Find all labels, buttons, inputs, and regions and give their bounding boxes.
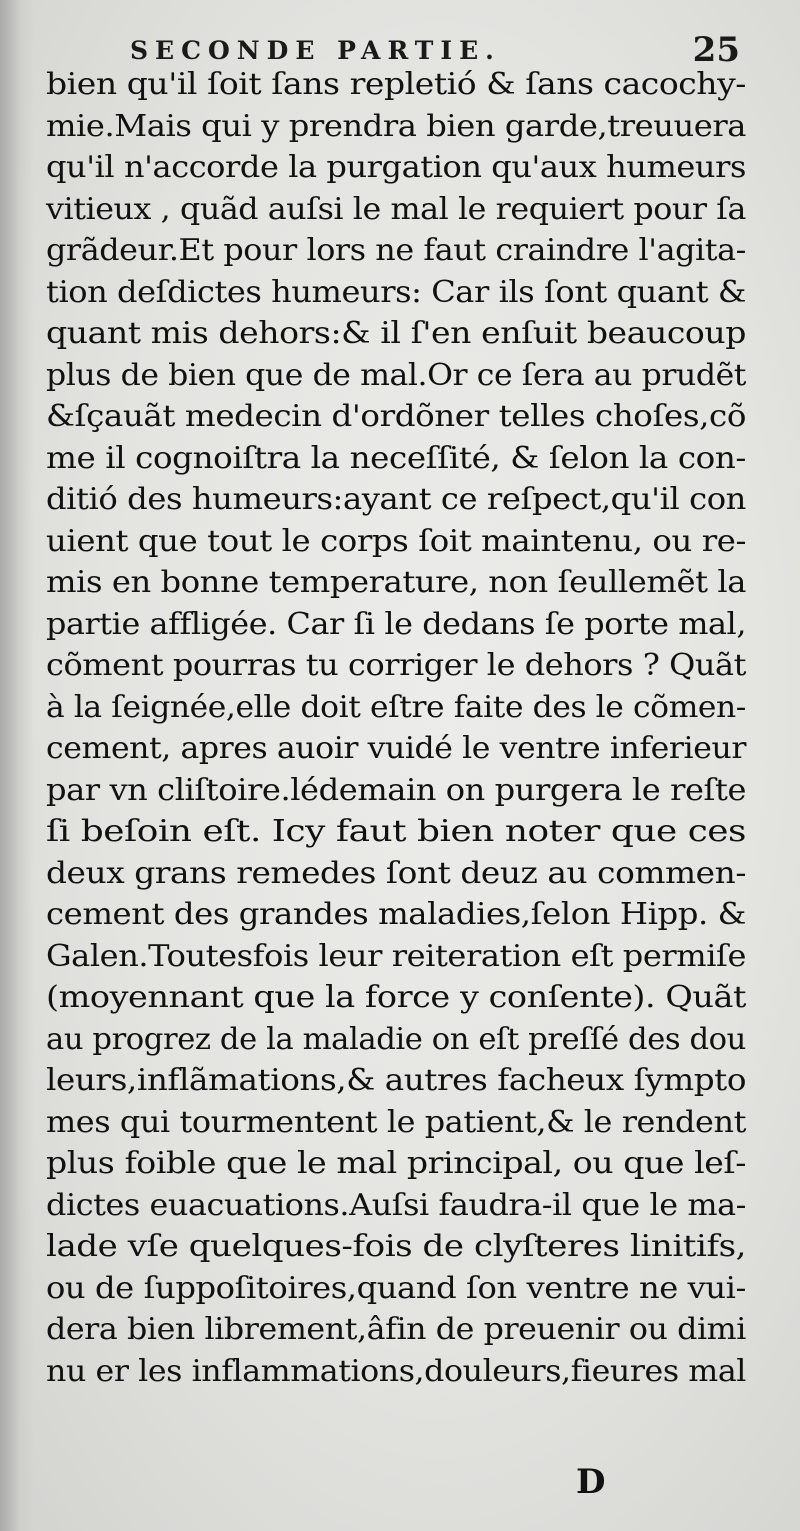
- text-line: par vn cliſtoire.lédemain on purgera le reſte: [46, 772, 747, 808]
- text-line: uient que tout le corps ſoit maintenu, ou re-: [46, 523, 747, 559]
- text-line: plus foible que le mal principal, ou que leſ-: [46, 1146, 747, 1181]
- text-line: quant mis dehors:& il ſ'en enſuit beaucoup: [46, 316, 746, 351]
- text-line: au progrez de la maladie on eſt preſſé des dou: [46, 1021, 746, 1057]
- signature-mark: D: [576, 1462, 606, 1502]
- text-line: qu'il n'accorde la purgation qu'aux humeurs: [46, 150, 746, 185]
- text-line: leurs,inflãmations,& autres facheux ſympto: [46, 1063, 747, 1098]
- text-line: tion deſdictes humeurs: Car ils ſont quant &: [46, 274, 747, 310]
- text-line: dictes euacuations.Auſsi faudra-il que le ma-: [46, 1187, 746, 1223]
- text-line: deux grans remedes ſont deuz au commen-: [46, 855, 746, 891]
- running-head: SECONDE PARTIE.: [130, 36, 501, 65]
- text-line: Galen.Toutesfois leur reiteration eſt permiſe: [46, 938, 747, 974]
- text-line: &ſçauãt medecin d'ordõner telles choſes,cõ: [46, 399, 746, 434]
- text-line: cõment pourras tu corriger le dehors ? Quãt: [46, 648, 747, 683]
- text-line: partie affligée. Car ſi le dedans ſe porte mal,: [46, 606, 747, 642]
- text-line: à la ſeignée,elle doit eſtre faite des le cõmen-: [46, 689, 746, 725]
- page-number: 25: [692, 30, 740, 70]
- text-line: nu er les inflammations,douleurs,fieures mal: [46, 1353, 746, 1389]
- text-line: dera bien librement,âfin de preuenir ou dimi: [46, 1312, 746, 1347]
- text-line: plus de bien que de mal.Or ce ſera au prudẽt: [46, 357, 747, 393]
- text-line: cement des grandes maladies,ſelon Hipp. &: [46, 897, 746, 932]
- text-line: vitieux , quãd auſsi le mal le requiert pour ſa: [46, 191, 747, 227]
- text-line: mie.Mais qui y prendra bien garde,treuuera: [46, 108, 747, 144]
- text-line: ſi beſoin eſt. Icy faut bien noter que ces: [46, 814, 746, 849]
- text-line: bien qu'il ſoit ſans repletió & ſans cacochy-: [46, 67, 746, 102]
- body-text: [46, 64, 746, 1392]
- text-line: mes qui tourmentent le patient,& le rendent: [46, 1104, 746, 1140]
- text-line: ou de ſuppoſitoires,quand ſon ventre ne vui-: [46, 1270, 746, 1306]
- text-line: ditió des humeurs:ayant ce reſpect,qu'il con: [46, 482, 746, 517]
- text-line: mis en bonne temperature, non ſeullemẽt la: [46, 565, 746, 600]
- text-line: lade vſe quelques-fois de clyſteres linitifs,: [46, 1229, 747, 1264]
- gutter-shadow: [0, 0, 34, 1531]
- text-line: grãdeur.Et pour lors ne faut craindre l'agita-: [46, 233, 746, 268]
- text-line: (moyennant que la force y conſente). Quãt: [46, 980, 746, 1015]
- text-line: me il cognoiſtra la neceſſité, & ſelon la con-: [46, 440, 746, 476]
- text-line: cement, apres auoir vuidé le ventre inferieur: [46, 731, 746, 766]
